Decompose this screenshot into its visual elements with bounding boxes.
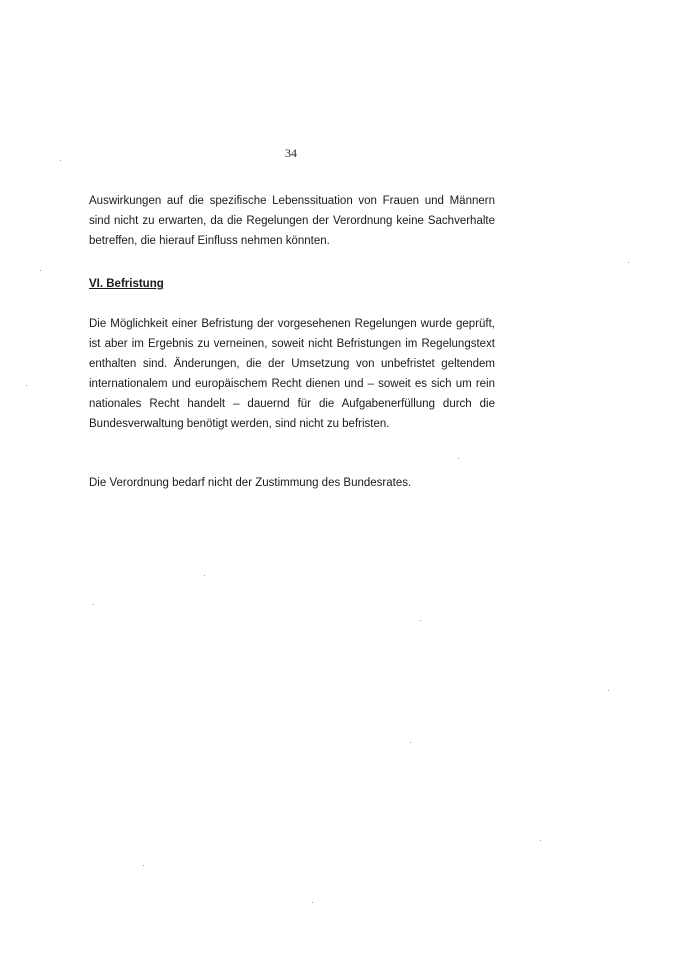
page-number: 34 bbox=[285, 146, 297, 160]
scan-speck bbox=[60, 160, 61, 161]
scan-speck bbox=[540, 840, 541, 841]
scan-speck bbox=[40, 270, 41, 271]
scan-speck bbox=[312, 902, 313, 903]
scan-speck bbox=[420, 620, 421, 621]
paragraph-gender-impact: Auswirkungen auf die spezifische Lebenssituation von Frauen und Männern sind nicht zu erwarten, da die Regelungen der Verordnung keine Sachverhalte betreffen, die hierauf Einfluss nehmen könnten. bbox=[89, 195, 495, 247]
scan-speck bbox=[608, 690, 609, 691]
scan-speck bbox=[93, 604, 94, 605]
paragraph-befristung: Die Möglichkeit einer Befristung der vorgesehenen Regelungen wurde geprüft, ist aber im Ergebnis zu verneinen, soweit nicht Befristungen im Regelungstext enthalten sind. Änderungen, die der Umsetzung von unbefristet geltendem internationalem und europäischem Recht dienen und – soweit es sich um rein nationales Recht handelt – dauernd für die Aufgabenerfüllung durch die Bundesverwaltung benötigt werden, sind nicht zu befristen. bbox=[89, 318, 495, 430]
scan-speck bbox=[458, 458, 459, 459]
scan-speck bbox=[26, 385, 27, 386]
scan-speck bbox=[628, 262, 629, 263]
scan-speck bbox=[143, 865, 144, 866]
paragraph-zustimmung: Die Verordnung bedarf nicht der Zustimmung des Bundesrates. bbox=[89, 477, 412, 489]
section-heading-befristung: VI. Befristung bbox=[89, 278, 164, 290]
scan-speck bbox=[410, 742, 411, 743]
scan-speck bbox=[204, 575, 205, 576]
document-body bbox=[89, 191, 495, 493]
